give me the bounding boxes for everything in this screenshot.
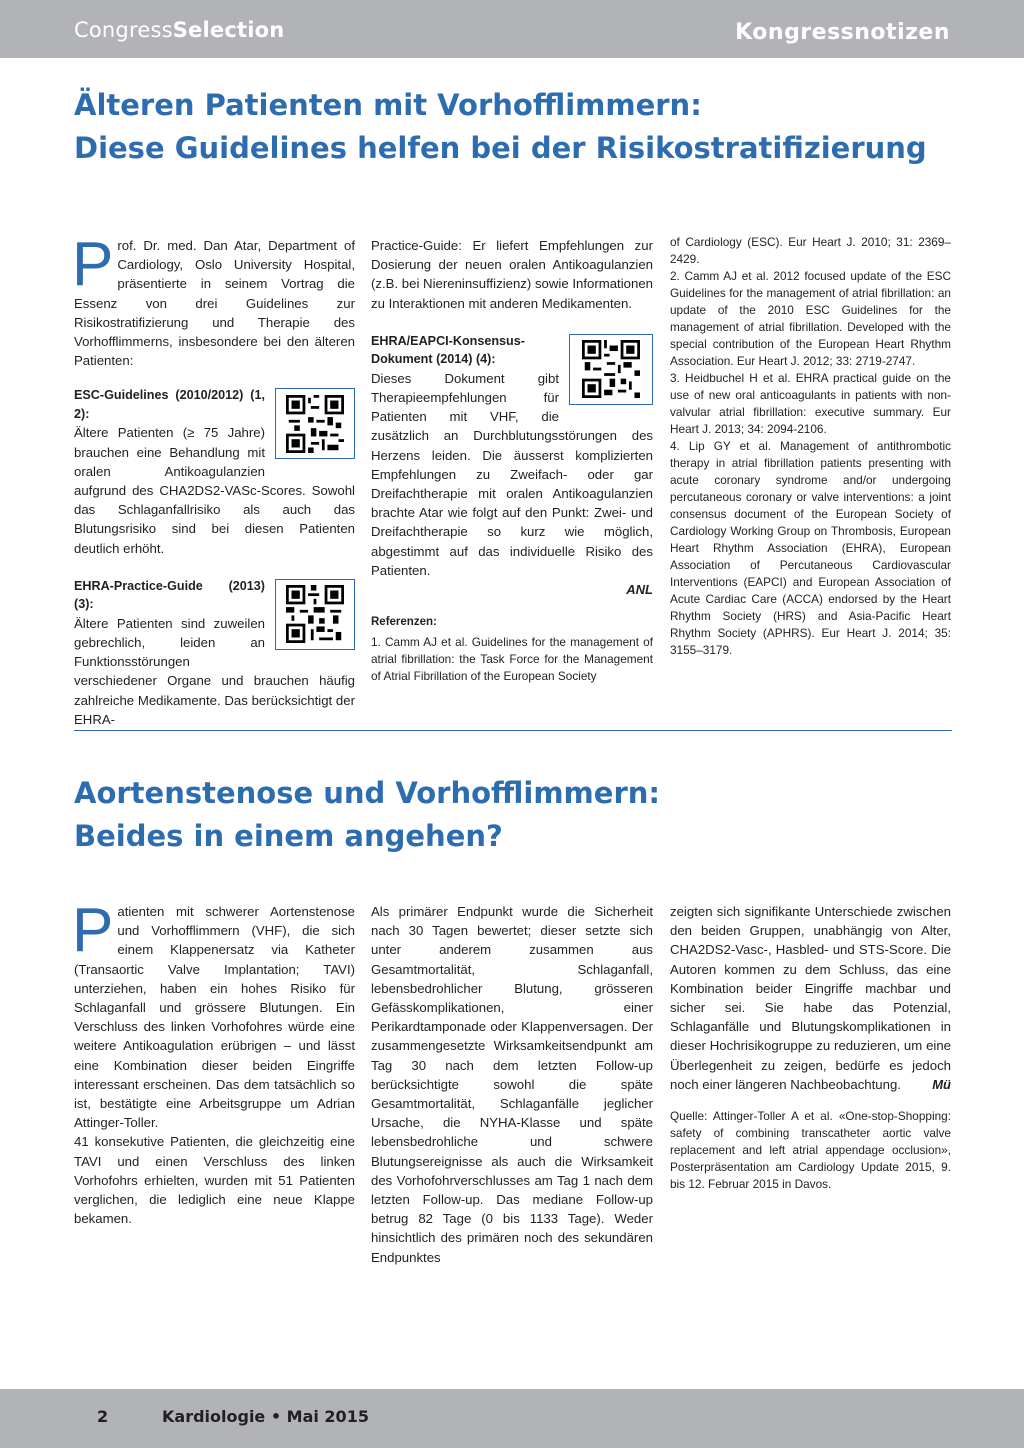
- reference-2: 2. Camm AJ et al. 2012 focused update of the ESC Guidelines for the management of atrial fibrillation: an update of the 2010 ESC Guidelines for the management of atrial fibrillation. Developed with the special contribution of the European Heart Rhythm Association. Eur Heart J. 2012; 33: 2719-2747.: [670, 269, 951, 368]
- consensus-text: Dieses Dokument gibt Therapieempfehlungen für Patienten mit VHF, die zusätzlich an Durchblutungsstörungen des Herzens leiden. Die äusserst komplizierten Empfehlungen zu Zweifach- oder gar Dreifachtherapie mit oralen Antikoagulanzien brachte Atar wie folgt auf den Punkt: Zwei- und Dreifachtherapie so kurz wie möglich, abgestimmt auf das individuelle Risiko des Patienten.: [371, 370, 653, 578]
- references: [371, 613, 653, 685]
- qr-code-ehra[interactable]: [275, 579, 355, 650]
- article1-column-1: [72, 230, 355, 729]
- article2-col2-text: Als primärer Endpunkt wurde die Sicherheit nach 30 Tagen bewertet; dieser setzte sich unter anderem zusammen aus Gesamtmortalität, Schlaganfall, lebensbedrohlicher Blutung, grösseren Gefässkomplikationen, einer Perikardtamponade oder Klappenversagen. Der zusammengesetzte Wirksamkeitsendpunkt am Tag 30 nach dem letzten Follow-up berücksichtigte sowohl die späte Gesamtmortalität, Schlaganfälle jeglicher Ursache, die NYHA-Klasse und späte lebensbedrohliche und schwere Blutungsereignisse als auch die Wirksamkeit des Vorhofohrverschlusses am Tag 1 nach dem letzten Follow-up. Das mediane Follow-up betrug 82 Tage (0 bis 1133 Tage). Weder hinsichtlich des primären noch des sekundären Endpunktes: [371, 904, 653, 1265]
- dropcap: P: [72, 896, 114, 965]
- esc-guidelines-heading: ESC-Guidelines (2010/2012) (1, 2):: [74, 388, 265, 421]
- qr-code-consensus[interactable]: [569, 334, 653, 405]
- reference-3: 3. Heidbuchel H et al. EHRA practical guide on the use of new oral anticoagulants in patients with non-valvular atrial fibrillation: executive summary. Eur Heart J. 2013; 34: 2094-2106.: [670, 371, 951, 436]
- page-number: 2: [97, 1407, 109, 1426]
- consensus-heading: EHRA/EAPCI-Konsensus-Dokument (2014) (4):: [371, 333, 525, 367]
- qr-code-esc[interactable]: [275, 388, 355, 459]
- article2-title-line2: Beides in einem angehen?: [74, 819, 503, 853]
- article1-intro: [72, 230, 355, 370]
- article1-author: ANL: [626, 582, 653, 598]
- article1-title-line2: Diese Guidelines helfen bei der Risikostratifizierung: [74, 131, 927, 165]
- esc-guidelines-text: Ältere Patienten (≥ 75 Jahre) brauchen eine Behandlung mit oralen Antikoagulanzien aufgrund des CHA2DS2-VASc-Scores. Sowohl das Schlaganfallrisiko als auch das Blutungsrisiko sind bei diesen Patienten deutlich erhöht.: [74, 425, 355, 556]
- article-divider: [74, 730, 952, 731]
- brand-bold: Selection: [172, 18, 285, 42]
- article2-para1-text: atienten mit schwerer Aortenstenose und Vorhofflimmern (VHF), die sich einem Klappenersatz via Katheter (Transaortic Valve Implantation; TAVI) unterziehen, haben ein hohes Risiko für Schlaganfall und grössere Blutungen. Ein Verschluss des linken Vorhofohres würde eine weitere Antikoagulation erübrigen – und lässt eine Kombination dieser beiden Eingriffe interessant erscheinen. Das dem tatsächlich so ist, bestätigte eine Arbeitsgruppe um Adrian Attinger-Toller.: [74, 904, 355, 1131]
- article1-column-3: [670, 234, 951, 659]
- article1-column-2: [371, 236, 653, 685]
- dropcap: P: [72, 230, 114, 299]
- article2-title-line1: Aortenstenose und Vorhofflimmern:: [74, 776, 660, 810]
- references-heading: Referenzen:: [371, 616, 437, 629]
- qr-code-icon: [286, 585, 344, 643]
- article2-author: Mü: [932, 1077, 951, 1093]
- qr-code-icon: [582, 340, 640, 398]
- article2-column-1: [72, 896, 355, 1228]
- article2-title: [74, 772, 660, 858]
- journal-issue: Kardiologie • Mai 2015: [162, 1407, 369, 1426]
- reference-1-part-b: of Cardiology (ESC). Eur Heart J. 2010; 31: 2369–2429.: [670, 235, 951, 266]
- article2-col3-text: zeigten sich signifikante Unterschiede zwischen den beiden Gruppen, unabhängig von Alter, CHA2DS2-Vasc-, Hasbled- und STS-Score. Die Autoren kommen zu dem Schluss, das eine Kombination beider Eingriffe machbar und sicher sei. Sie habe das Potenzial, Schlaganfälle und Blutungskomplikationen in dieser Hochrisikogruppe zu reduzieren, um eine Überlegenheit zu zeigen, bedürfe es jedoch noch einer längeren Nachbeobachtung.: [670, 904, 951, 1092]
- reference-4: 4. Lip GY et al. Management of antithrombotic therapy in atrial fibrillation patients presenting with acute coronary syndrome and/or undergoing percutaneous coronary or valve interventions: a joint consensus document of the European Society of Cardiology Working Group on Thrombosis, European Heart Rhythm Association (EHRA), European Association of Percutaneous Cardiovascular Interventions (EAPCI) and European Association of Acute Cardiac Care (ACCA) endorsed by the Heart Rhythm Society (HRS) and Asia-Pacific Heart Rhythm Society (APHRS). Eur Heart J. 2014; 35: 3155–3179.: [670, 439, 951, 657]
- article1-intro-text: rof. Dr. med. Dan Atar, Department of Cardiology, Oslo University Hospital, präsentierte in seinem Vortrag die Essenz von drei Guidelines zur Risikostratifizierung und Therapie des Vorhofflimmerns, insbesondere bei den älteren Patienten:: [74, 238, 355, 369]
- qr-code-icon: [286, 395, 344, 453]
- reference-1-part-a: 1. Camm AJ et al. Guidelines for the management of atrial fibrillation: the Task Force for the Management of Atrial Fibrillation of the European Society: [371, 634, 653, 683]
- brand-light: Congress: [74, 18, 173, 42]
- article1-title-line1: Älteren Patienten mit Vorhofflimmern:: [74, 88, 702, 122]
- article1-title: [74, 84, 927, 170]
- footer-bar: [0, 1389, 1024, 1448]
- ehra-practice-guide-text-cont: Practice-Guide: Er liefert Empfehlungen zur Dosierung der neuen oralen Antikoagulanzien (z.B. bei Niereninsuffizienz) sowie Informationen zu Interaktionen mit anderen Medikamenten.: [371, 238, 653, 311]
- article2-para2: 41 konsekutive Patienten, die gleichzeitig eine TAVI und einen Verschluss des linken Vorhofohrs erhielten, wurden mit 51 Patienten verglichen, die lediglich eine neue Klappe bekamen.: [74, 1134, 355, 1227]
- article2-column-3: [670, 902, 951, 1193]
- ehra-practice-guide-text: Ältere Patienten sind zuweilen gebrechlich, leiden an Funktionsstörungen verschiedener Organe und brauchen häufig zahlreiche Medikamente. Das berücksichtigt der EHRA-: [74, 615, 355, 727]
- article2-column-2: [371, 902, 653, 1267]
- article2-para1: [72, 896, 355, 1132]
- brand-logo: [74, 18, 284, 42]
- article2-source: Quelle: Attinger-Toller A et al. «One-stop-Shopping: safety of combining transcatheter aortic valve replacement and left atrial appendage occlusion», Posterpräsentation am Cardiology Update 2015, 9. bis 12. Februar 2015 in Davos.: [670, 1109, 951, 1192]
- ehra-practice-guide-heading: EHRA-Practice-Guide (2013) (3):: [74, 578, 265, 612]
- section-label: Kongressnotizen: [735, 20, 950, 45]
